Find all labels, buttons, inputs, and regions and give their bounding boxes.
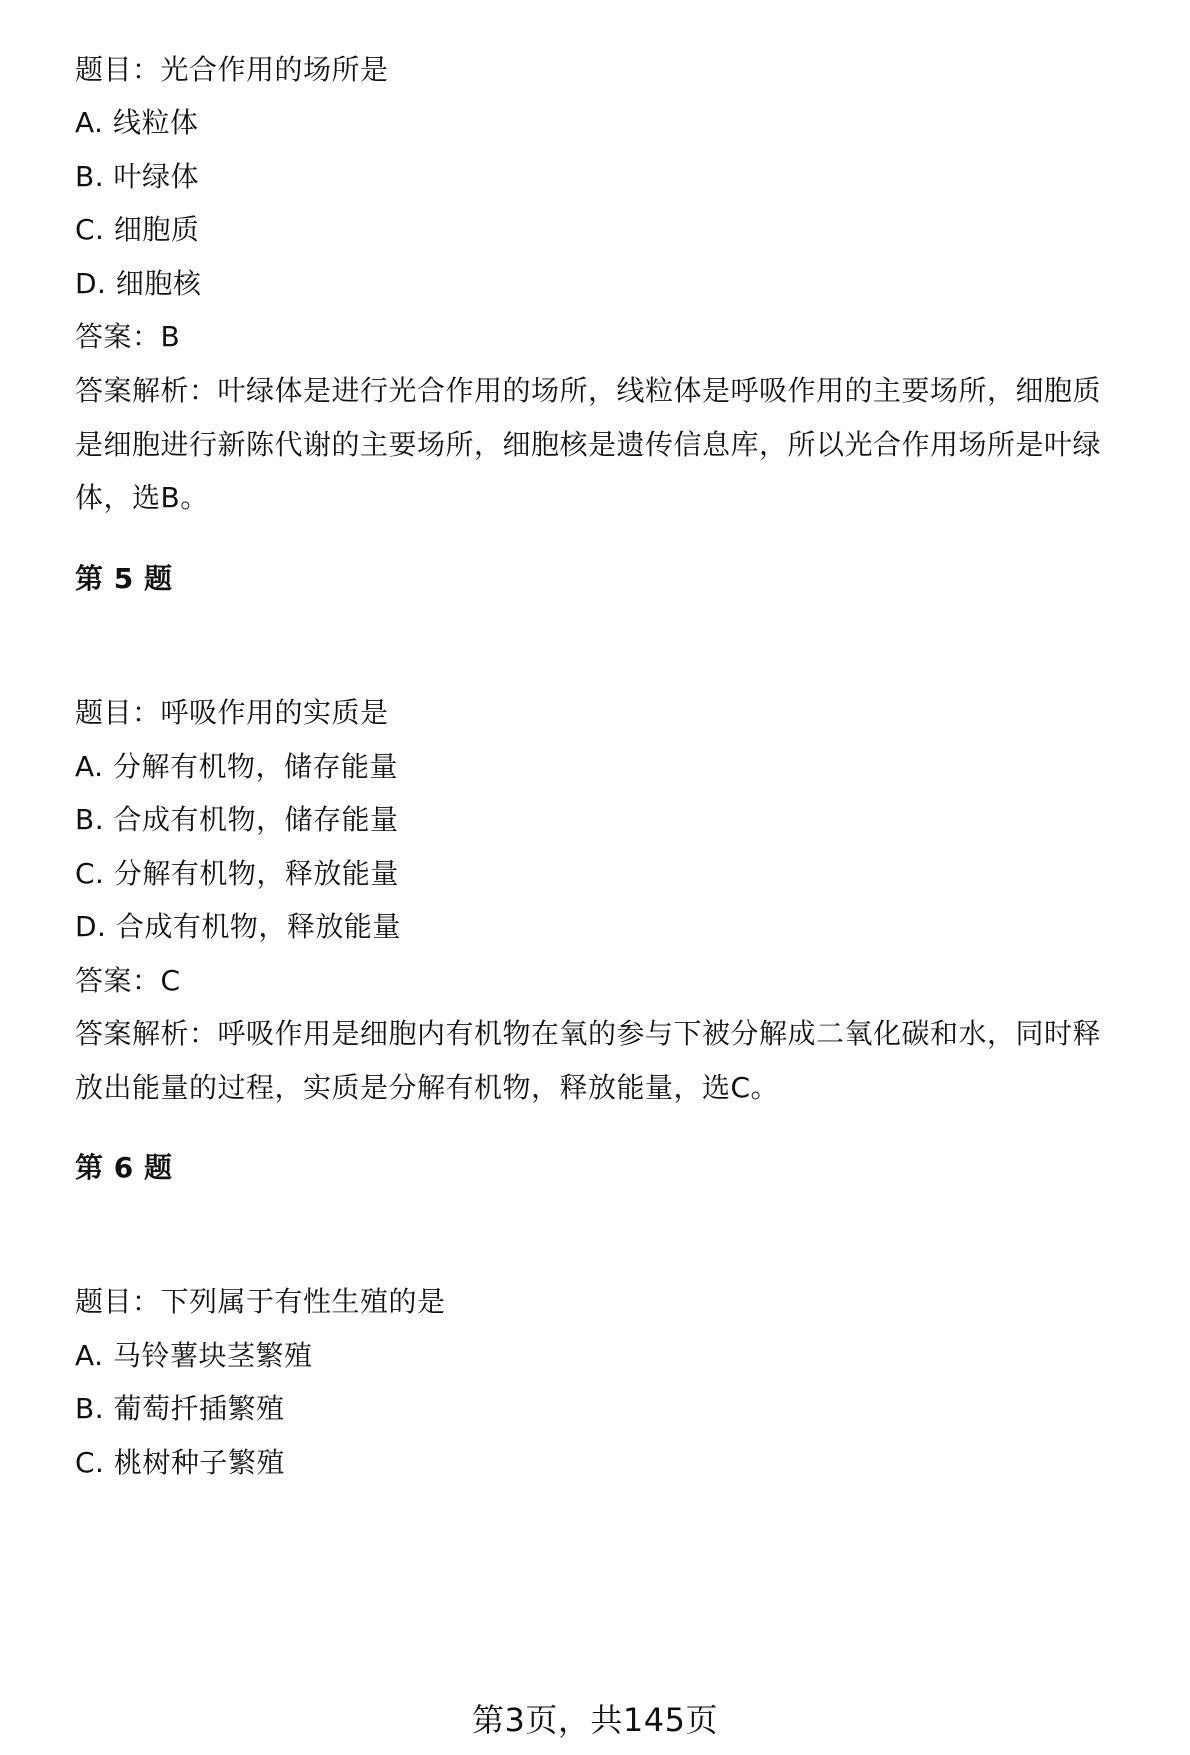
question-4-option-a: A. 线粒体 (75, 106, 199, 139)
question-6-option-c: C. 桃树种子繁殖 (75, 1446, 285, 1479)
question-4-option-b: B. 叶绿体 (75, 160, 200, 193)
question-5-option-d: D. 合成有机物，释放能量 (75, 910, 401, 943)
question-5-analysis-line-1: 答案解析：呼吸作用是细胞内有机物在氧的参与下被分解成二氧化碳和水，同时释 (75, 1017, 1102, 1050)
document-page (75, 0, 1175, 1755)
question-6-heading: 第 6 题 (75, 1151, 173, 1184)
question-5-option-b: B. 合成有机物，储存能量 (75, 803, 399, 836)
question-5-answer: 答案：C (75, 964, 181, 997)
question-4-text: 题目：光合作用的场所是 (75, 53, 389, 86)
question-5-option-c: C. 分解有机物，释放能量 (75, 857, 399, 890)
question-6-text: 题目：下列属于有性生殖的是 (75, 1285, 446, 1318)
question-5-text: 题目：呼吸作用的实质是 (75, 696, 389, 729)
question-6-option-a: A. 马铃薯块茎繁殖 (75, 1339, 313, 1372)
question-4-analysis-line-1: 答案解析：叶绿体是进行光合作用的场所，线粒体是呼吸作用的主要场所，细胞质 (75, 374, 1102, 407)
question-4-answer: 答案：B (75, 320, 181, 353)
question-4-option-d: D. 细胞核 (75, 267, 202, 300)
question-4-analysis-line-2: 是细胞进行新陈代谢的主要场所，细胞核是遗传信息库，所以光合作用场所是叶绿 (75, 428, 1102, 461)
question-5-option-a: A. 分解有机物，储存能量 (75, 750, 398, 783)
question-6-option-b: B. 葡萄扦插繁殖 (75, 1392, 285, 1425)
question-4-analysis-line-3: 体，选B。 (75, 481, 209, 514)
question-5-heading: 第 5 题 (75, 562, 173, 595)
question-5-analysis-line-2: 放出能量的过程，实质是分解有机物，释放能量，选C。 (75, 1071, 780, 1104)
question-4-option-c: C. 细胞质 (75, 213, 200, 246)
page-number-footer: 第3页，共145页 (472, 1701, 718, 1739)
